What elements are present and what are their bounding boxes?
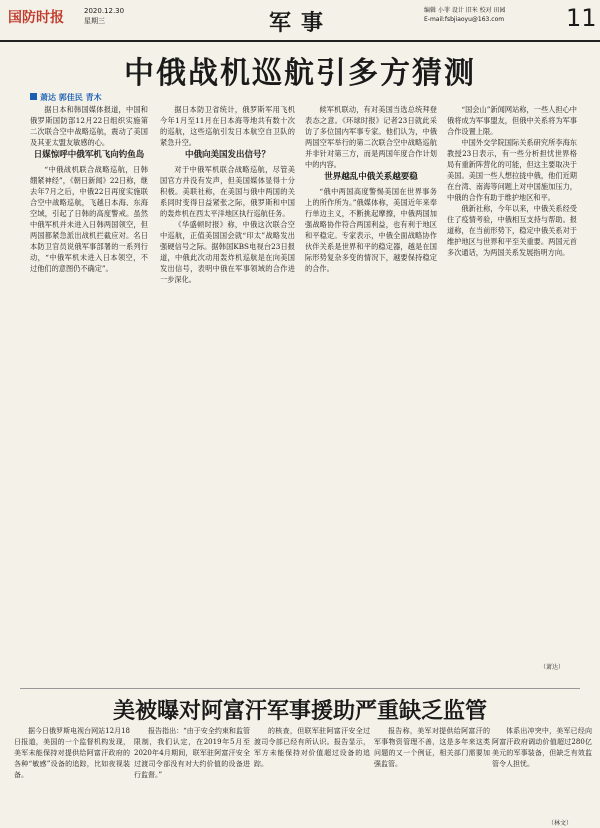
subheading: 中俄向美国发出信号？ [184,150,270,160]
paragraph: “国会山”新闻网站称，一些人担心中俄将成为军事盟友，但俄中关系将为军事合作设置上限。 [447,105,577,136]
paragraph: 对于中俄军机联合战略巡航，尽管美国官方并没有发声，但美国媒体显得十分积极。美联社称，在美国与俄中两国的关系同时变得日益紧张之际，俄罗斯和中国的轰炸机在西太平洋地区执行巡航任务。 [160,165,295,218]
editor-names: 编辑 小菲 设计 旧米 校对 田园 [424,7,506,14]
article2-headline: 美被曝对阿富汗军事援助严重缺乏监管 [112,699,487,724]
subheading: 日媒惊呼中俄军机飞向钓鱼岛 [33,150,145,160]
paragraph: 体系出冲突中，美军已经向阿富汗政府调动价值超过280亿美元的军事装备，但缺乏有效监管令人担忧。 [492,727,592,768]
article2-column-3 [254,726,370,818]
article2-column-1 [14,726,130,818]
editor-email: E-mail:fsbjiaoyu@163.com [424,16,505,23]
article1-byline: 萧达 郭佳民 青木 [40,93,102,102]
paragraph: 据日本和韩国媒体报道，中国和俄罗斯国防部12月22日组织实施第二次联合空中战略巡航，震动了美国及其亚太盟友敏感的心。 [30,105,148,147]
issue-date-number: 2020.12.30 [84,7,125,15]
paragraph: 的核查，但联军驻阿富汗安全过渡司令部已经有所认识。报告显示，军方未能保持对价值超过设备的追踪。 [254,727,370,768]
paragraph: 俄新社称，今年以来，中俄关系经受住了疫情考验，中俄相互支持与帮助。报道称，在当前形势下，稳定中俄关系对于维护地区与世界和平至关重要。两国元首多次通话，为两国关系发展指明方向。 [447,204,577,257]
paragraph: 《华盛顿时报》称，中俄这次联合空中巡航，正值美国国会就“印太”战略发出强硬信号之际。据韩国KBS电视台23日报道，中俄此次动用轰炸机巡航是在向美国发出信号，表明中俄在军事领域的合作进一步深化。 [160,220,295,284]
article2-column-4 [374,726,490,818]
article2-column-2 [134,726,250,818]
article1-column-4 [447,104,577,669]
paragraph: 候军机联动，有对美国当选总统拜登表态之意。《环球时报》记者23日就此采访了多位国内军事专家。他们认为，中俄两国空军举行的第二次联合空中战略巡航并非针对第三方，而是两国年度合作计划中的内容。 [305,105,437,169]
paragraph: “俄中两国高度警惕美国在世界事务上的所作所为。”俄媒体称，美国近年来奉行单边主义，不断挑起摩擦，中俄两国加强战略协作符合两国利益，也有利于地区和平稳定。专家表示，中俄全面战略协作伙伴关系是世界和平的稳定器，越是在国际形势复杂多变的情况下，越要保持稳定的合作。 [305,187,437,273]
subheading: 世界越乱中俄关系越要稳 [324,172,418,182]
masthead [0,0,600,42]
paragraph: 报告指出：“由于安全约束和监管限制，我们认定，在2019年5月至2020年4月期间，联军驻阿富汗安全过渡司令部没有对大约价值的设备进行监督。” [134,727,250,779]
article-divider [20,688,580,689]
paragraph: “中俄战机联合战略巡航，日韩绷紧神经”，《朝日新闻》22日称，继去年7月之后，中俄22日再度实施联合空中战略巡航，飞越日本海、东海空域，引起了日韩的高度警戒。虽然中俄军机并未进入日韩两国领空，但两国都紧急派出战机拦截应对。名日本防卫官员说俄军事部署的一系列行动，“中俄军机未进入日本领空，不过他们的意图仍不确定”。 [30,165,148,273]
article1-column-3 [305,104,437,669]
article2-signoff: （林文） [548,820,573,827]
paragraph: 报告称，美军对提供给阿富汗的军事物资管理不善，这是多年来这类问题的又一个例证，相关部门需要加强监管。 [374,727,490,768]
article1-column-1 [30,104,148,669]
paragraph: 中国外交学院国际关系研究所李海东教授23日表示，有一些分析担忧世界格局有重新阵营化的可能，但这主要取决于美国。美国一些人想拉拢中俄，他们近期在台湾、南海等问题上对中国施加压力，中俄的合作有助于维护地区和平。 [447,138,577,202]
article2-column-5 [492,726,592,818]
page-number: 11 [566,4,597,32]
editor-credits [424,6,506,24]
paragraph: 据今日俄罗斯电视台网站12月18日报道，美国的一个监督机构发现，美军未能保持对提供给阿富汗政府的各种“敏感”设备的追踪，比如夜视装备。 [14,727,130,779]
issue-weekday: 星期三 [84,17,105,25]
issue-date [84,6,124,26]
newspaper-logo: 国防时报 [8,10,64,26]
article1-headline: 中俄战机巡航引多方猜测 [124,56,476,91]
article1-column-2 [160,104,295,669]
byline-marker-icon [30,93,37,100]
section-title: 军事 [268,10,333,36]
paragraph: 据日本防卫省统计，俄罗斯军用飞机今年1月至11月在日本海等地共有数十次的巡航，这些巡航引发日本航空自卫队的紧急升空。 [160,105,295,147]
article1-signoff: （萧达） [540,664,565,671]
